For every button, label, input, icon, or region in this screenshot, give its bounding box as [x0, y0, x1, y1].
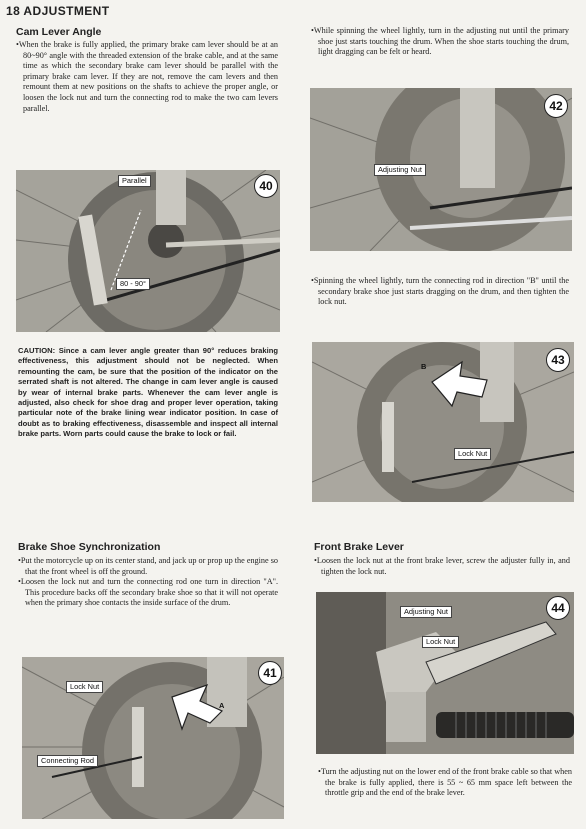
caution-block	[18, 346, 278, 440]
figure-43-number: 43	[546, 348, 570, 372]
fig43-b-label: B	[421, 362, 427, 371]
figure-43-photo	[312, 342, 574, 502]
figure-42-photo	[310, 88, 572, 251]
cam-lever-heading: Cam Lever Angle	[16, 26, 102, 38]
figure-44-photo	[316, 592, 574, 754]
page-header: 18 ADJUSTMENT	[6, 4, 110, 18]
fig40-angle-label: 80 - 90°	[116, 278, 150, 290]
sync-heading: Brake Shoe Synchronization	[18, 541, 161, 553]
figure-42-number: 42	[544, 94, 568, 118]
fig41-a-label: A	[219, 701, 225, 710]
spin-section	[311, 26, 569, 58]
turn-section	[318, 767, 572, 799]
spin2-section	[311, 276, 569, 308]
turn-text: •Turn the adjusting nut on the lower end of the front brake cable so that when the brake is fully applied, there is 55 ~ 65 mm space left between the throttle grip and the end of the brake lever.	[318, 767, 572, 798]
sync-bullet-1: •Put the motorcycle up on its center stand, and jack up or prop up the engine so that the front wheel is off the ground.	[18, 556, 278, 576]
figure-40-photo	[16, 170, 280, 332]
front-brake-section	[314, 541, 570, 577]
front-brake-heading: Front Brake Lever	[314, 541, 404, 553]
sync-section	[18, 541, 278, 609]
figure-41-photo	[22, 657, 284, 819]
cam-lever-text: •When the brake is fully applied, the primary brake cam lever should be at an 80~90° angle with the threaded extension of the brake cable, and at the same time as which the secondary brake cam lever should be parallel with the primary brake cam lever. If they are not, remove the cam levers and then remount them at new positions on the shafts to achieve the proper angle, or loosen the lock nut and turn the connecting rod to make the two cam levers parallel.	[16, 40, 278, 113]
fig41-rod-label: Connecting Rod	[37, 755, 98, 767]
fig44-adjnut-label: Adjusting Nut	[400, 606, 452, 618]
front-brake-text: •Loosen the lock nut at the front brake lever, screw the adjuster fully in, and tighten the lock nut.	[314, 556, 570, 576]
spin-text: •While spinning the wheel lightly, turn in the adjusting nut until the primary shoe just starts touching the drum. When the shoe starts touching the drum, light dragging can be felt or heard.	[311, 26, 569, 57]
left-column	[16, 26, 278, 114]
figure-44-number: 44	[546, 596, 570, 620]
sync-bullet-2: •Loosen the lock nut and turn the connecting rod one turn in direction "A". This procedure backs off the secondary brake shoe so that it will not operate when the primary shoe contacts the inside surface of the drum.	[18, 577, 278, 608]
spin2-text: •Spinning the wheel lightly, turn the connecting rod in direction "B" until the secondary brake shoe just starts dragging on the drum, and then tighten the lock nut.	[311, 276, 569, 307]
figure-41-number: 41	[258, 661, 282, 685]
figure-40-number: 40	[254, 174, 278, 198]
fig40-parallel-label: Parallel	[118, 175, 151, 187]
fig41-locknut-label: Lock Nut	[66, 681, 103, 693]
fig42-adjnut-label: Adjusting Nut	[374, 164, 426, 176]
caution-text: CAUTION: Since a cam lever angle greater than 90° reduces braking effectiveness, this adjustment should not be neglected. When remounting the cam, be sure that the position of the indicator on the serrated shaft is not altered. The change in cam lever angle is caused by wear of internal brake parts. Whenever the cam lever angle is adjusted, also check for shoe drag and proper lever operation, taking particular note of the brake lining wear indicator position. In case of doubt as to braking effectiveness, disassemble and inspect all internal brake parts. Worn parts could cause the brake to lock or fail.	[18, 346, 278, 439]
fig43-locknut-label: Lock Nut	[454, 448, 491, 460]
fig44-locknut-label: Lock Nut	[422, 636, 459, 648]
